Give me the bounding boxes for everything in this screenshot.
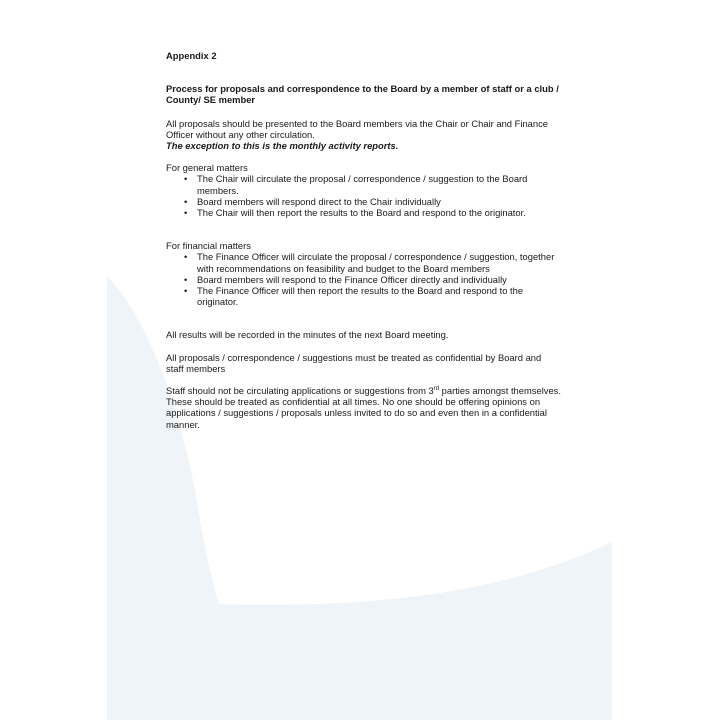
staff-text-end: parties amongst themselves. These should be treated as confidential at all times. No one should be offering opinions on applications / suggestions / proposals unless invited to do so and even then in a confidential manner. bbox=[166, 385, 561, 430]
financial-list bbox=[166, 251, 561, 307]
list-item: • The Finance Officer will then report the results to the Board and respond to the originator. bbox=[184, 285, 561, 307]
staff-text-start: Staff should not be circulating applications or suggestions from 3 bbox=[166, 385, 434, 397]
process-title: Process for proposals and correspondence to the Board by a member of staff or a club / County/ SE member bbox=[166, 83, 559, 106]
list-item: • Board members will respond to the Finance Officer directly and individually bbox=[184, 274, 561, 285]
document-content bbox=[166, 50, 561, 430]
intro-exception: The exception to this is the monthly activity reports. bbox=[166, 140, 399, 152]
general-heading: For general matters bbox=[166, 162, 248, 174]
confidential-paragraph: All proposals / correspondence / suggestions must be treated as confidential by Board and staff members bbox=[166, 351, 542, 374]
ordinal-suffix: rd bbox=[433, 385, 440, 392]
general-list bbox=[166, 173, 561, 218]
appendix-title: Appendix 2 bbox=[166, 50, 217, 61]
results-paragraph: All results will be recorded in the minutes of the next Board meeting. bbox=[166, 329, 449, 341]
staff-paragraph bbox=[166, 385, 561, 430]
list-item: • The Chair will circulate the proposal / correspondence / suggestion to the Board members. bbox=[184, 173, 561, 195]
intro-text: All proposals should be presented to the Board members via the Chair or Chair and Finance Officer without any other circulation. bbox=[166, 117, 548, 140]
intro-paragraph bbox=[166, 118, 561, 152]
list-item: • The Finance Officer will circulate the proposal / correspondence / suggestion, together with recommendations on feasibility and budget to the Board members bbox=[184, 251, 561, 273]
financial-heading: For financial matters bbox=[166, 240, 251, 252]
list-item: • The Chair will then report the results to the Board and respond to the originator. bbox=[184, 207, 561, 218]
list-item: • Board members will respond direct to the Chair individually bbox=[184, 196, 561, 207]
